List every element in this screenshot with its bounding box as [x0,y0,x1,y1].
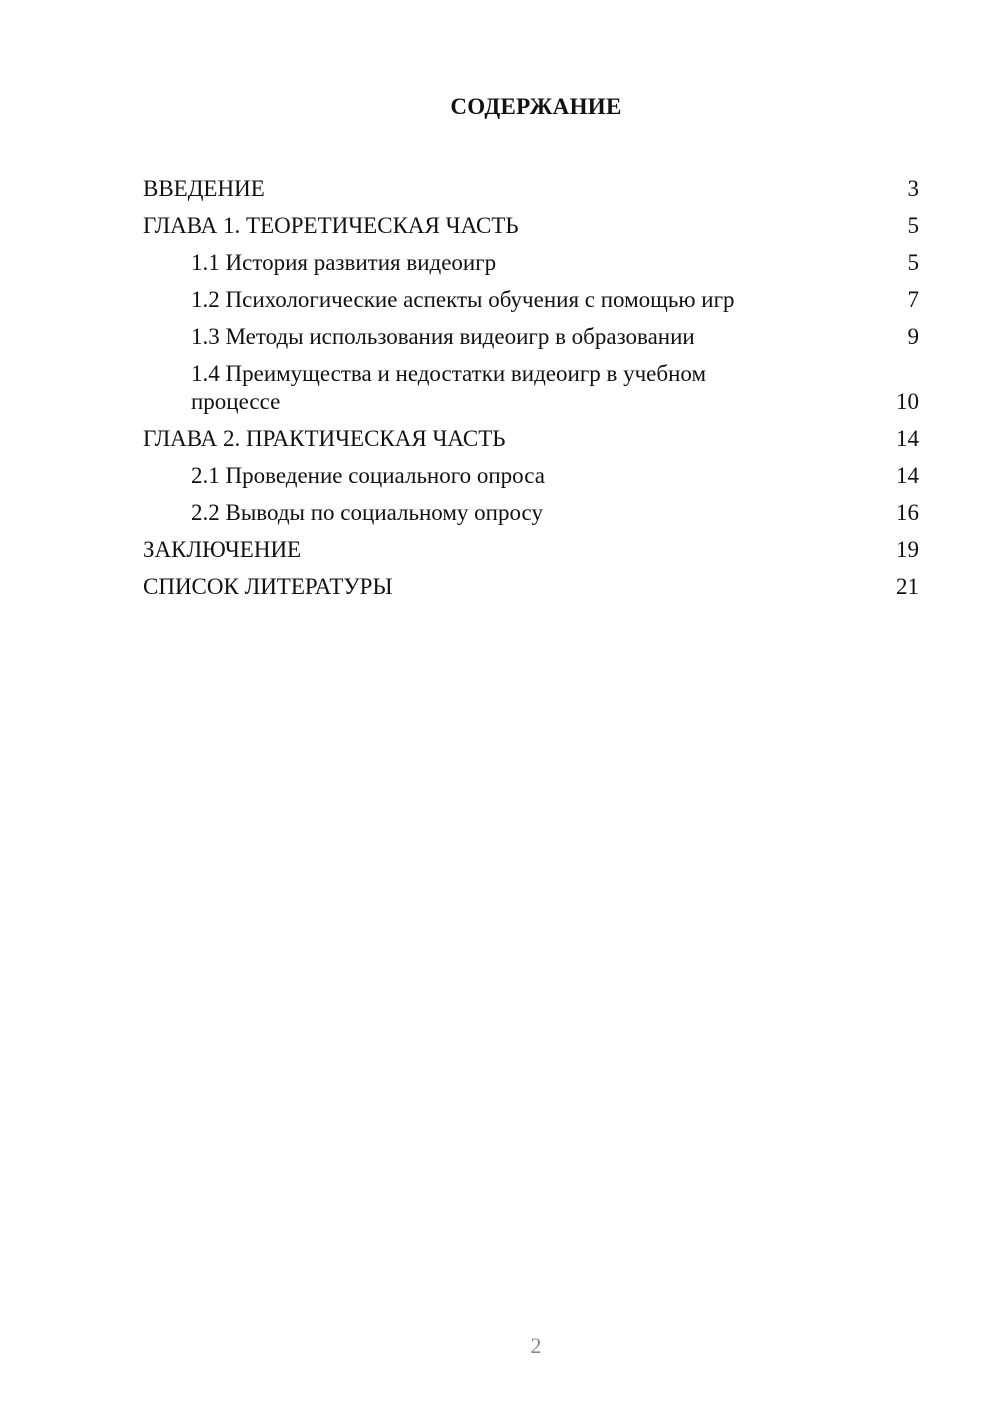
toc-entry-page: 16 [896,500,919,525]
toc-entry-text: СПИСОК ЛИТЕРАТУРЫ [143,574,393,599]
toc-entry-introduction[interactable] [143,166,919,203]
toc-entry-bibliography[interactable] [143,564,919,601]
toc-entry-section-1-3[interactable] [143,314,919,351]
toc-entry-text: 1.4 Преимущества и недостатки видеоигр в учебном процессе [191,361,707,414]
toc-entry-text: ГЛАВА 2. ПРАКТИЧЕСКАЯ ЧАСТЬ [143,426,506,451]
toc-entry-text: ВВЕДЕНИЕ [143,176,265,201]
toc-entry-chapter-1[interactable] [143,203,919,240]
toc-entry-text: ЗАКЛЮЧЕНИЕ [143,537,302,562]
toc-entry-page: 14 [896,463,919,488]
toc-entry-page: 21 [896,574,919,599]
toc-entry-section-1-4[interactable] [143,351,919,416]
toc-entry-text: 2.1 Проведение социального опроса [191,463,545,488]
toc-entry-page: 19 [896,537,919,562]
toc-entry-text: 2.2 Выводы по социальному опросу [191,500,543,525]
toc-entry-conclusion[interactable] [143,527,919,564]
toc-entry-page: 9 [907,324,919,349]
toc-entry-section-1-2[interactable] [143,277,919,314]
toc-entry-text: 1.3 Методы использования видеоигр в образовании [191,324,695,349]
table-of-contents [143,166,919,601]
toc-entry-text: 1.1 История развития видеоигр [191,250,497,275]
toc-entry-page: 10 [896,389,919,414]
toc-title: СОДЕРЖАНИЕ [450,94,622,119]
toc-entry-text: ГЛАВА 1. ТЕОРЕТИЧЕСКАЯ ЧАСТЬ [143,213,519,238]
toc-entry-chapter-2[interactable] [143,416,919,453]
toc-entry-page: 7 [907,287,919,312]
toc-entry-page: 5 [907,250,919,275]
toc-entry-section-2-2[interactable] [143,490,919,527]
toc-entry-page: 5 [907,213,919,238]
toc-entry-section-2-1[interactable] [143,453,919,490]
toc-entry-text: 1.2 Психологические аспекты обучения с помощью игр [191,287,735,312]
toc-entry-section-1-1[interactable] [143,240,919,277]
toc-entry-page: 3 [907,176,919,201]
page-number: 2 [530,1333,542,1358]
toc-entry-page: 14 [896,426,919,451]
